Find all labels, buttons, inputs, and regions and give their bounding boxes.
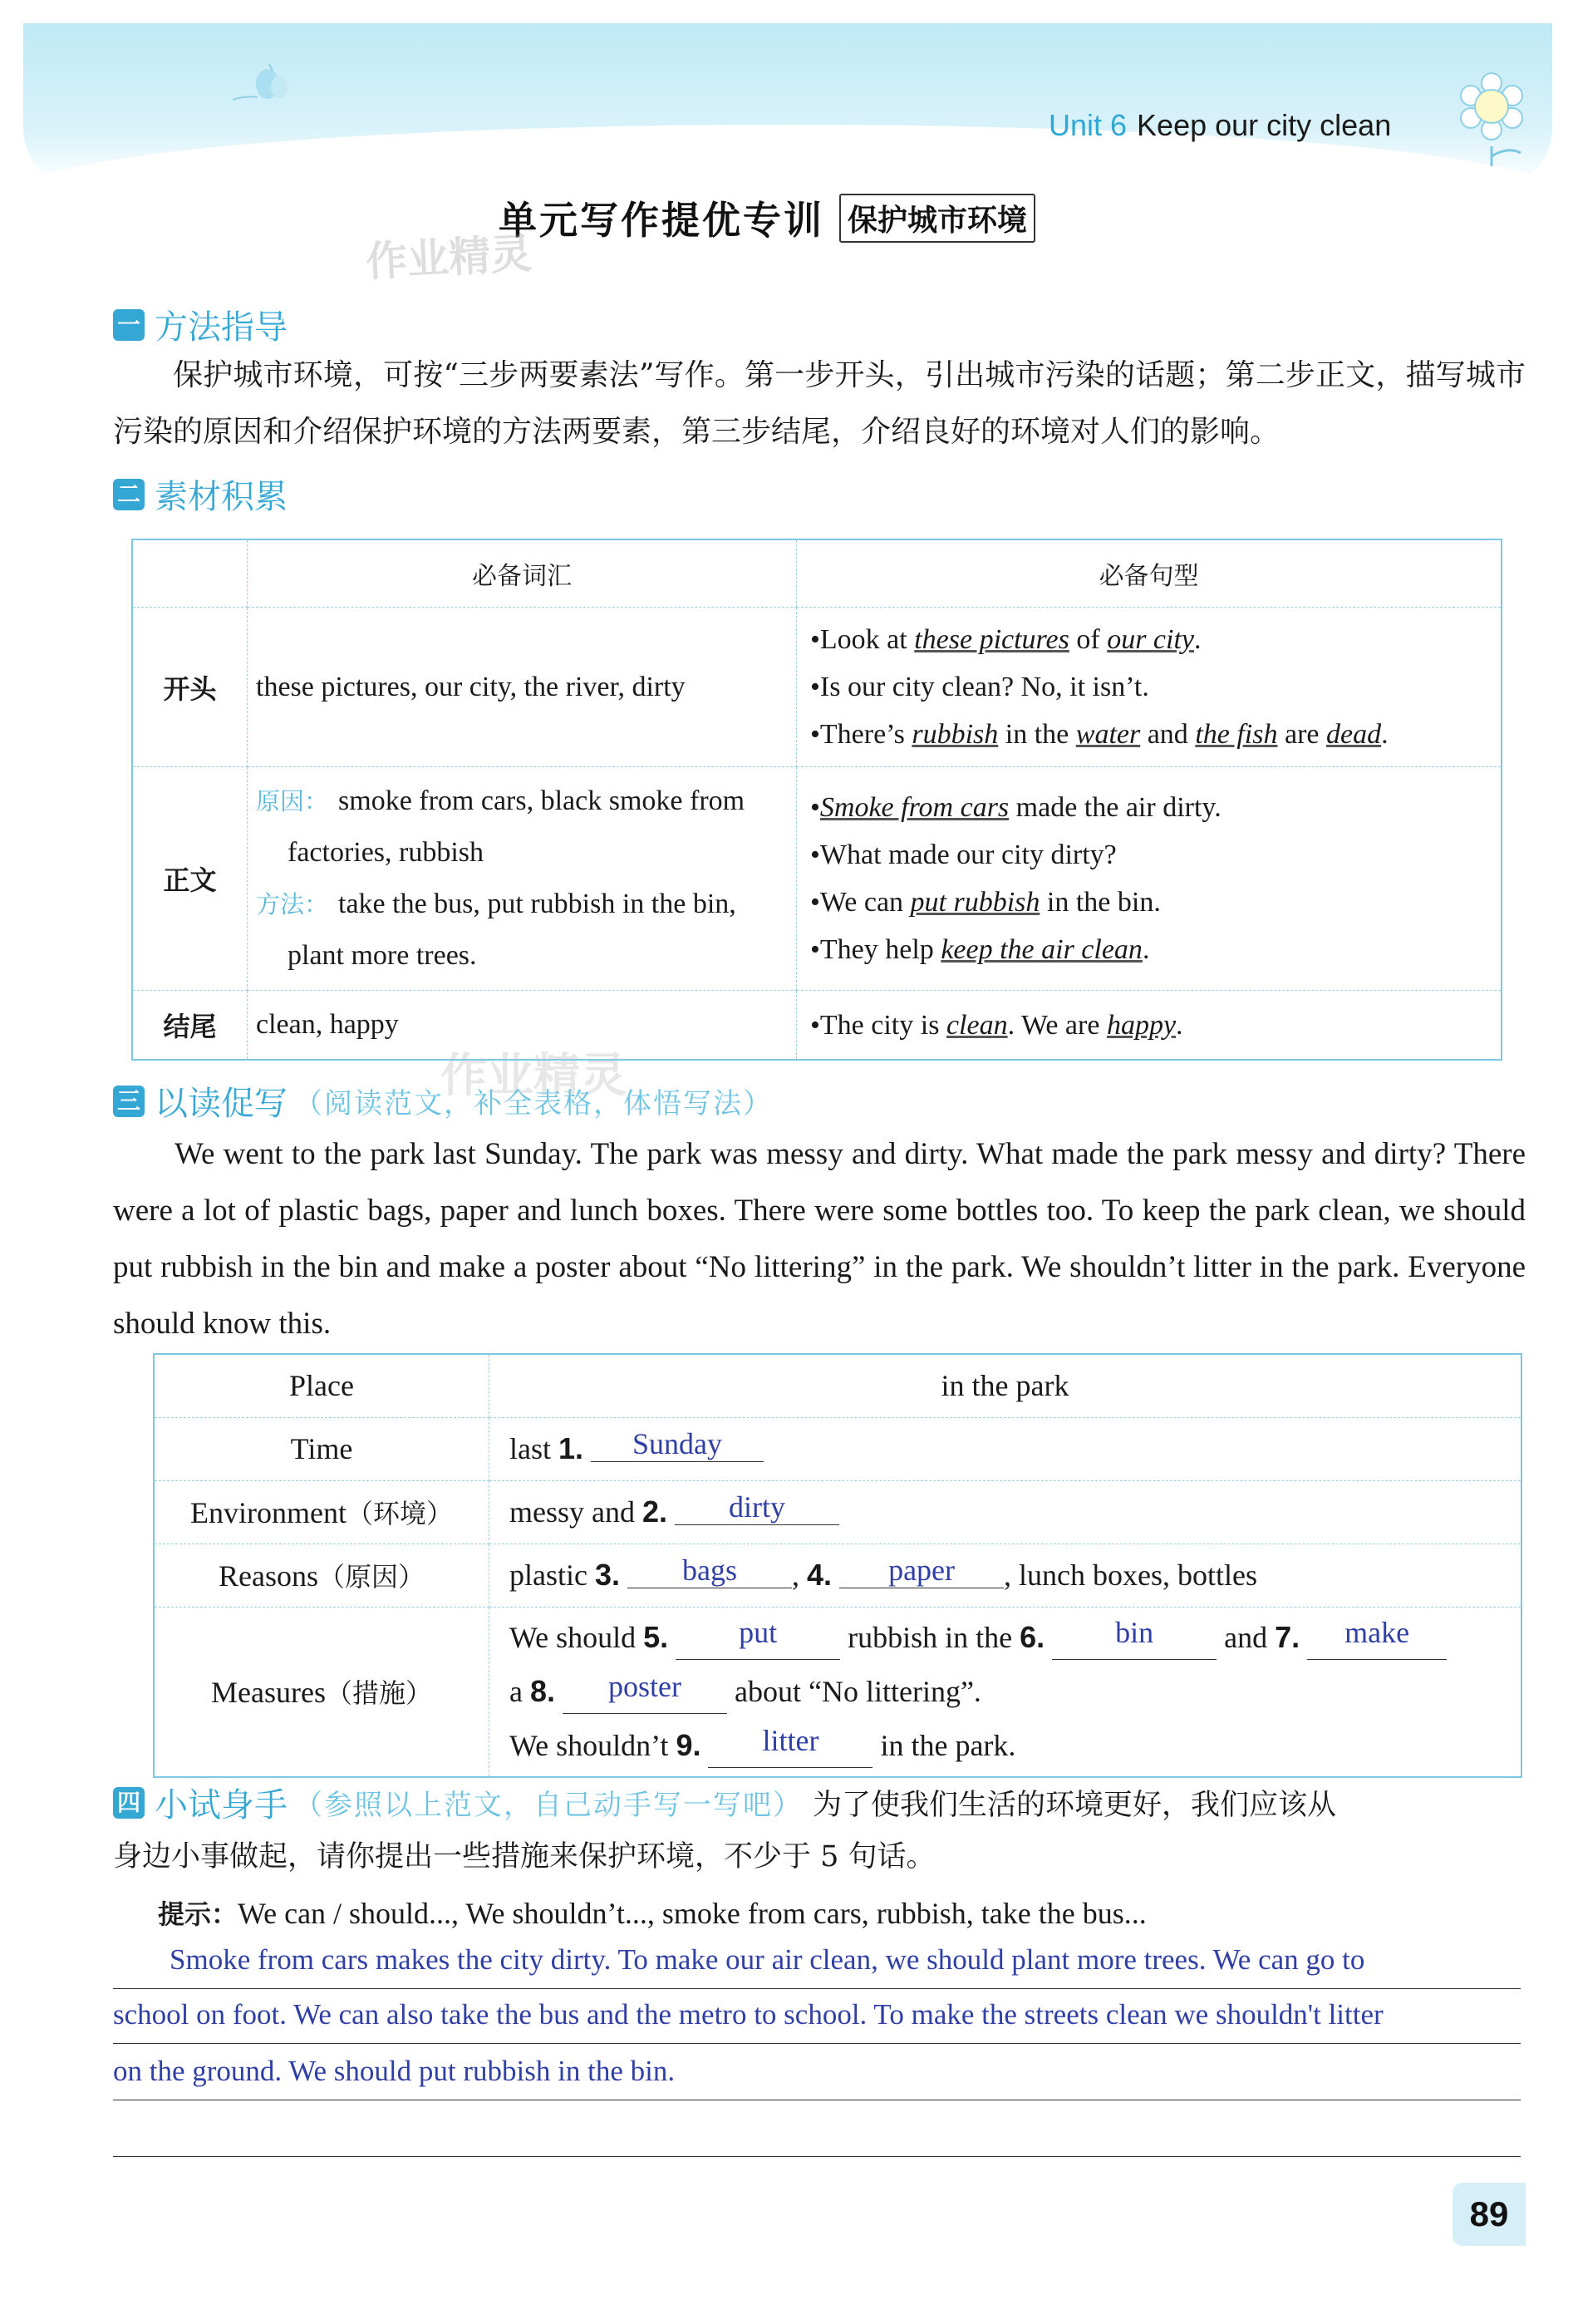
page-title-tag: 保护城市环境 bbox=[839, 194, 1035, 243]
table-row-opening bbox=[132, 608, 1502, 767]
practice-prompt: 为了使我们生活的环境更好，我们应该从 bbox=[813, 1788, 1337, 1822]
table-row bbox=[154, 1417, 1521, 1480]
writing-line bbox=[113, 1988, 1521, 1989]
answer-blank[interactable]: bags bbox=[627, 1553, 792, 1588]
sentence-cell bbox=[797, 991, 1502, 1061]
label-reasons: Reasons（原因） bbox=[154, 1544, 489, 1607]
writing-answer-line[interactable]: school on foot. We can also take the bus and the metro to school. To make the streets clean we shouldn't litter bbox=[113, 1998, 1384, 2031]
answer-blank[interactable]: bin bbox=[1052, 1606, 1217, 1660]
sentence: •There’s rubbish in the water and the fish are dead. bbox=[810, 719, 1389, 750]
answer-blank[interactable]: dirty bbox=[675, 1489, 839, 1525]
section-heading-method bbox=[113, 301, 288, 348]
section-title: 小试身手 bbox=[155, 1786, 288, 1824]
section-number: 四 bbox=[113, 1787, 145, 1819]
table-row-ending bbox=[132, 991, 1502, 1061]
value-reasons: plastic 3. bags , 4. paper , lunch boxes, bottles bbox=[489, 1544, 1522, 1607]
section-title: 素材积累 bbox=[155, 478, 288, 516]
row-label: 开头 bbox=[132, 608, 248, 767]
flower-icon bbox=[1446, 66, 1537, 166]
section-number: 三 bbox=[113, 1086, 145, 1117]
writing-answer-line[interactable]: on the ground. We should put rubbish in the bin. bbox=[113, 2055, 676, 2087]
watermark: 作业精灵 bbox=[440, 1049, 627, 1103]
method-label: 方法： bbox=[256, 890, 329, 918]
value-time: last 1. Sunday bbox=[489, 1417, 1522, 1480]
page-number: 89 bbox=[1453, 2183, 1526, 2246]
section-number: 二 bbox=[113, 479, 145, 510]
section-title: 以读促写 bbox=[155, 1085, 288, 1123]
vocab-cell: these pictures, our city, the river, dirty bbox=[248, 608, 797, 767]
cause-label: 原因： bbox=[256, 787, 329, 815]
table-row bbox=[154, 1544, 1521, 1607]
section-hint: （参照以上范文，自己动手写一写吧） bbox=[294, 1789, 803, 1822]
table-row bbox=[154, 1354, 1521, 1417]
label-time: Time bbox=[154, 1417, 489, 1480]
label-measures: Measures（措施） bbox=[154, 1607, 489, 1777]
answer-blank[interactable]: make bbox=[1307, 1606, 1447, 1660]
method-paragraph: 保护城市环境，可按“三步两要素法”写作。第一步开头，引出城市污染的话题；第二步正文，描写城市污染的原因和介绍保护环境的方法两要素，第三步结尾，介绍良好的环境对人们的影响。 bbox=[113, 358, 1526, 449]
value-place: in the park bbox=[489, 1354, 1522, 1417]
row-label: 结尾 bbox=[132, 991, 248, 1061]
table-row-body bbox=[132, 767, 1502, 991]
writing-line bbox=[113, 2043, 1521, 2044]
tip-text: We can / should..., We shouldn’t..., smoke from cars, rubbish, take the bus... bbox=[238, 1897, 1147, 1930]
page-title-text: 单元写作提优专训 bbox=[499, 198, 824, 243]
writing-answer-line[interactable]: Smoke from cars makes the city dirty. To make our air clean, we should plant more trees. We can go to bbox=[170, 1943, 1365, 1976]
unit-number: Unit 6 bbox=[1049, 108, 1128, 142]
answer-blank[interactable]: paper bbox=[839, 1553, 1004, 1588]
row-label: 正文 bbox=[132, 767, 248, 991]
practice-prompt-cont: 身边小事做起，请你提出一些措施来保护环境，不少于 5 句话。 bbox=[113, 1840, 936, 1873]
materials-table bbox=[131, 539, 1502, 1061]
reading-passage: We went to the park last Sunday. The park was messy and dirty. What made the park messy and dirty? There were a lot of plastic bags, paper and lunch boxes. There were some bottles too. To keep the park clean, we should put rubbish in the bin and make a poster about “No littering” in the park. We shouldn’t litter in the park. Everyone should know this. bbox=[113, 1137, 1526, 1341]
sentence: •Look at these pictures of our city. bbox=[810, 624, 1202, 655]
answer-blank[interactable]: Sunday bbox=[591, 1426, 764, 1462]
answer-blank[interactable]: poster bbox=[563, 1660, 727, 1714]
vocab-cell: clean, happy bbox=[248, 991, 797, 1061]
answer-blank[interactable]: litter bbox=[708, 1714, 873, 1768]
sentence: •What made our city dirty? bbox=[810, 839, 1117, 870]
section-heading-practice bbox=[113, 1779, 1526, 1826]
label-place: Place bbox=[154, 1354, 489, 1417]
sentence-cell bbox=[797, 608, 1502, 767]
unit-title: Keep our city clean bbox=[1137, 108, 1392, 142]
unit-label bbox=[1049, 108, 1391, 143]
tip-label: 提示： bbox=[158, 1898, 238, 1930]
butterfly-icon bbox=[224, 62, 291, 112]
sentence: •The city is clean. We are happy. bbox=[810, 1009, 1183, 1041]
col-sentences: 必备句型 bbox=[797, 539, 1502, 608]
watermark: 作业精灵 bbox=[364, 229, 533, 287]
sentence: •Smoke from cars made the air dirty. bbox=[810, 792, 1222, 823]
section-hint: （阅读范文，补全表格，体悟写法） bbox=[294, 1087, 773, 1120]
answer-blank[interactable]: put bbox=[676, 1606, 840, 1660]
writing-line bbox=[113, 2156, 1521, 2157]
sentence: •We can put rubbish in the bin. bbox=[810, 887, 1161, 918]
table-corner bbox=[132, 539, 248, 608]
reading-table bbox=[153, 1353, 1522, 1778]
writing-tip bbox=[158, 1893, 1147, 1932]
sentence-cell bbox=[797, 767, 1502, 991]
value-measures: We should 5. put rubbish in the 6. bin and 7. make a 8. poster about “No littering”. We shouldn’t 9. litter in the park. bbox=[489, 1607, 1522, 1777]
label-environment: Environment（环境） bbox=[154, 1480, 489, 1544]
sentence: •Is our city clean? No, it isn’t. bbox=[810, 672, 1149, 702]
table-row bbox=[154, 1607, 1521, 1777]
col-vocab: 必备词汇 bbox=[248, 539, 797, 608]
page-title bbox=[499, 193, 1035, 243]
section-heading-reading bbox=[113, 1077, 773, 1125]
section-number: 一 bbox=[113, 309, 145, 341]
table-header-row bbox=[132, 539, 1502, 608]
table-row bbox=[154, 1480, 1521, 1544]
section-title: 方法指导 bbox=[155, 308, 288, 347]
section-heading-materials bbox=[113, 470, 288, 518]
value-environment: messy and 2. dirty bbox=[489, 1480, 1522, 1544]
sentence: •They help keep the air clean. bbox=[810, 934, 1150, 965]
vocab-cell: 原因： smoke from cars, black smoke from factories, rubbish 方法： take the bus, put rubbish in the bin, plant more trees. bbox=[248, 767, 797, 991]
